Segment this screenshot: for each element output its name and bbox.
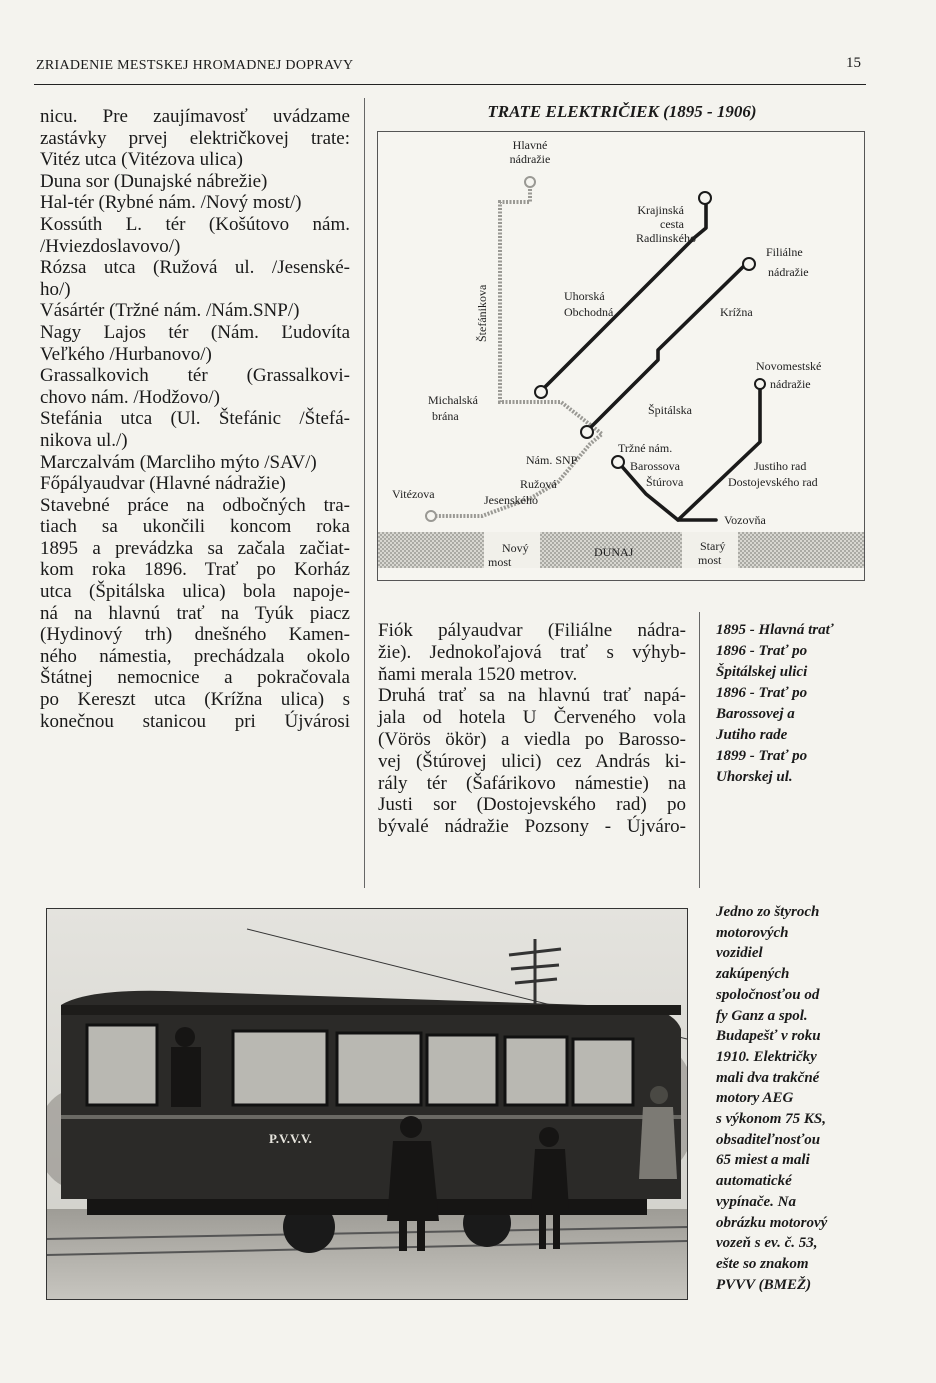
label-michalska: Michalská: [428, 393, 478, 407]
label-nam-snp: Nám. SNP: [526, 453, 578, 467]
text-line: Nagy Lajos tér (Nám. Ľudovíta: [40, 321, 350, 343]
text-line: tiach sa ukončili koncom roka: [40, 516, 350, 538]
running-header: ZRIADENIE MESTSKEJ HROMADNEJ DOPRAVY: [36, 58, 354, 73]
middle-text-column: [378, 620, 686, 838]
caption-line: s výkonom 75 KS,: [716, 1111, 827, 1128]
caption-line: vozidiel: [716, 945, 763, 962]
label-jesenskeho: Jesenského: [484, 493, 538, 507]
text-line: Vitéz utca (Vitézova ulica): [40, 149, 243, 171]
text-line: Štátnej nemocnice a pokračovala: [40, 667, 350, 689]
text-line: 1895 a prevádzka sa začala začiat-: [40, 537, 350, 559]
caption-line: 65 miest a mali: [716, 1152, 810, 1169]
label-novomestske: Novomestské: [756, 359, 822, 373]
text-line: Veľkého /Hurbanovo/): [40, 343, 212, 365]
label-dunaj: DUNAJ: [594, 545, 634, 559]
text-line: Rózsa utca (Ružová ul. /Jesenské-: [40, 257, 350, 279]
label-filialne: Filiálne: [766, 245, 803, 259]
text-line: Kossúth L. tér (Košútovo nám.: [40, 213, 350, 235]
tram-lines-map: [377, 131, 865, 581]
map-legend-note: [716, 620, 866, 788]
text-line: kom roka 1896. Trať po Korház: [40, 559, 350, 581]
legend-line: 1896 - Trať po: [716, 643, 808, 659]
label-spitalska: Špitálska: [648, 403, 692, 417]
legend-line: Špitálskej ulici: [716, 664, 808, 680]
column-divider: [364, 98, 365, 888]
label-sturova: Štúrova: [646, 475, 684, 489]
caption-line: vypínače. Na: [716, 1193, 796, 1210]
label-hlavne-nadrazie: nádražie: [509, 152, 551, 166]
text-line: Fiók pályaudvar (Filiálne nádra-: [378, 620, 686, 641]
label-uhorska: Uhorská: [564, 289, 605, 303]
legend-line: Uhorskej ul.: [716, 769, 793, 785]
tram-car: [61, 991, 681, 1253]
label-barossova: Barossova: [630, 459, 680, 473]
text-line: Főpályaudvar (Hlavné nádražie): [40, 473, 286, 495]
label-novomestske: nádražie: [770, 377, 811, 391]
caption-line: fy Ganz a spol.: [716, 1007, 808, 1024]
caption-line: ešte so znakom: [716, 1255, 809, 1272]
header-rule: [34, 84, 866, 85]
station-markers: [426, 177, 765, 521]
caption-line: PVVV (BMEŽ): [716, 1276, 812, 1293]
text-line: Stefánia utca (Ul. Štefánic /Štefá-: [40, 408, 350, 430]
label-stary-most: Starý: [700, 539, 726, 553]
label-novy-most: Nový: [502, 541, 529, 555]
text-line: ho/): [40, 278, 71, 300]
caption-line: 1910. Električky: [716, 1048, 817, 1065]
text-line: chovo nám. /Hodžovo/): [40, 386, 220, 408]
label-ruzova: Ružová: [520, 477, 557, 491]
legend-line: Jutiho rade: [716, 727, 788, 743]
page-number: 15: [846, 55, 861, 71]
text-line: ná na hlavnú trať na Tyúk piacz: [40, 602, 350, 624]
text-line: vej (Štúrovej ulici) cez András ki-: [378, 750, 686, 772]
label-filialne: nádražie: [768, 265, 809, 279]
column-divider: [699, 612, 700, 888]
caption-line: obsaditeľnosťou: [716, 1131, 821, 1148]
text-line: konečnou stanicou pri Újvárosi: [40, 710, 350, 732]
text-line: (Hydinový trh) dnešného Kamen-: [40, 624, 350, 646]
text-line: nikova ul./): [40, 429, 128, 451]
text-line: ného námestia, prechádzala okolo: [40, 645, 350, 667]
caption-line: spoločnosťou od: [716, 986, 820, 1003]
label-trzne: Tržné nám.: [618, 441, 673, 455]
caption-line: automatické: [716, 1173, 792, 1190]
tram-photograph: [46, 908, 688, 1300]
text-line: Druhá trať sa na hlavnú trať napá-: [378, 685, 686, 707]
label-hlavne-nadrazie: Hlavné: [512, 138, 548, 152]
photo-caption: [716, 902, 876, 1295]
text-line: Duna sor (Dunajské nábrežie): [40, 170, 268, 192]
legend-line: 1899 - Trať po: [716, 748, 808, 764]
label-michalska: brána: [432, 409, 459, 423]
label-krajinska: cesta: [660, 217, 684, 231]
caption-line: vozeň s ev. č. 53,: [716, 1235, 818, 1252]
caption-line: mali dva trakčné: [716, 1069, 820, 1086]
label-stary-most: most: [698, 553, 722, 567]
label-krizna: Krížna: [720, 305, 753, 319]
text-line: Hal-tér (Rybné nám. /Nový most/): [40, 192, 302, 214]
label-vitezova: Vitézova: [392, 487, 435, 501]
caption-line: Jedno zo štyroch: [716, 904, 820, 920]
tram-lettering: P.V.V.V.: [269, 1131, 312, 1146]
caption-line: motory AEG: [716, 1090, 794, 1107]
text-line: Justi sor (Dostojevského rad) po: [378, 794, 686, 816]
caption-line: motorových: [716, 924, 789, 941]
caption-line: Budapešť v roku: [716, 1028, 821, 1045]
text-line: (Vörös ökör) a viedla po Barosso-: [378, 728, 686, 750]
caption-line: obrázku motorový: [716, 1214, 828, 1231]
text-line: nicu. Pre zaujímavosť uvádzame: [40, 106, 350, 127]
text-line: bývalé nádražie Pozsony - Újváro-: [378, 816, 686, 838]
text-line: rály tér (Šafárikovo námestie) na: [378, 772, 686, 794]
label-uhorska: Obchodná: [564, 305, 614, 319]
text-line: jala od hotela U Červeného vola: [378, 707, 686, 729]
text-line: žie). Jednokoľajová trať s výhyb-: [378, 641, 686, 663]
legend-line: 1895 - Hlavná trať: [716, 622, 834, 638]
map-title: TRATE ELEKTRIČIEK (1895 - 1906): [487, 102, 757, 121]
caption-line: zakúpených: [716, 966, 790, 983]
label-vozovna: Vozovňa: [724, 513, 766, 527]
label-justiho: Justiho rad: [754, 459, 807, 473]
label-krajinska: Radlinského: [636, 231, 696, 245]
map-labels: [392, 138, 821, 569]
text-line: Stavebné práce na odbočných tra-: [40, 494, 350, 516]
legend-line: Barossovej a: [716, 706, 795, 722]
text-line: po Kereszt utca (Krížna ulica) s: [40, 689, 350, 711]
label-stefanikova: Štefánikova: [475, 284, 489, 342]
label-novy-most: most: [488, 555, 512, 569]
text-line: Marczalvám (Marcliho mýto /SAV/): [40, 451, 317, 473]
text-line: Vásártér (Tržné nám. /Nám.SNP/): [40, 300, 300, 322]
text-line: /Hviezdoslavovo/): [40, 235, 181, 257]
text-line: ňami merala 1520 metrov.: [378, 663, 578, 685]
text-line: utca (Špitálska ulica) bola napoje-: [40, 581, 350, 603]
left-text-column: [40, 106, 350, 732]
label-justiho: Dostojevského rad: [728, 475, 818, 489]
text-line: zastávky prvej električkovej trate:: [40, 127, 350, 149]
legend-line: 1896 - Trať po: [716, 685, 808, 701]
text-line: Grassalkovich tér (Grassalkovi-: [40, 365, 350, 387]
label-krajinska: Krajinská: [637, 203, 684, 217]
